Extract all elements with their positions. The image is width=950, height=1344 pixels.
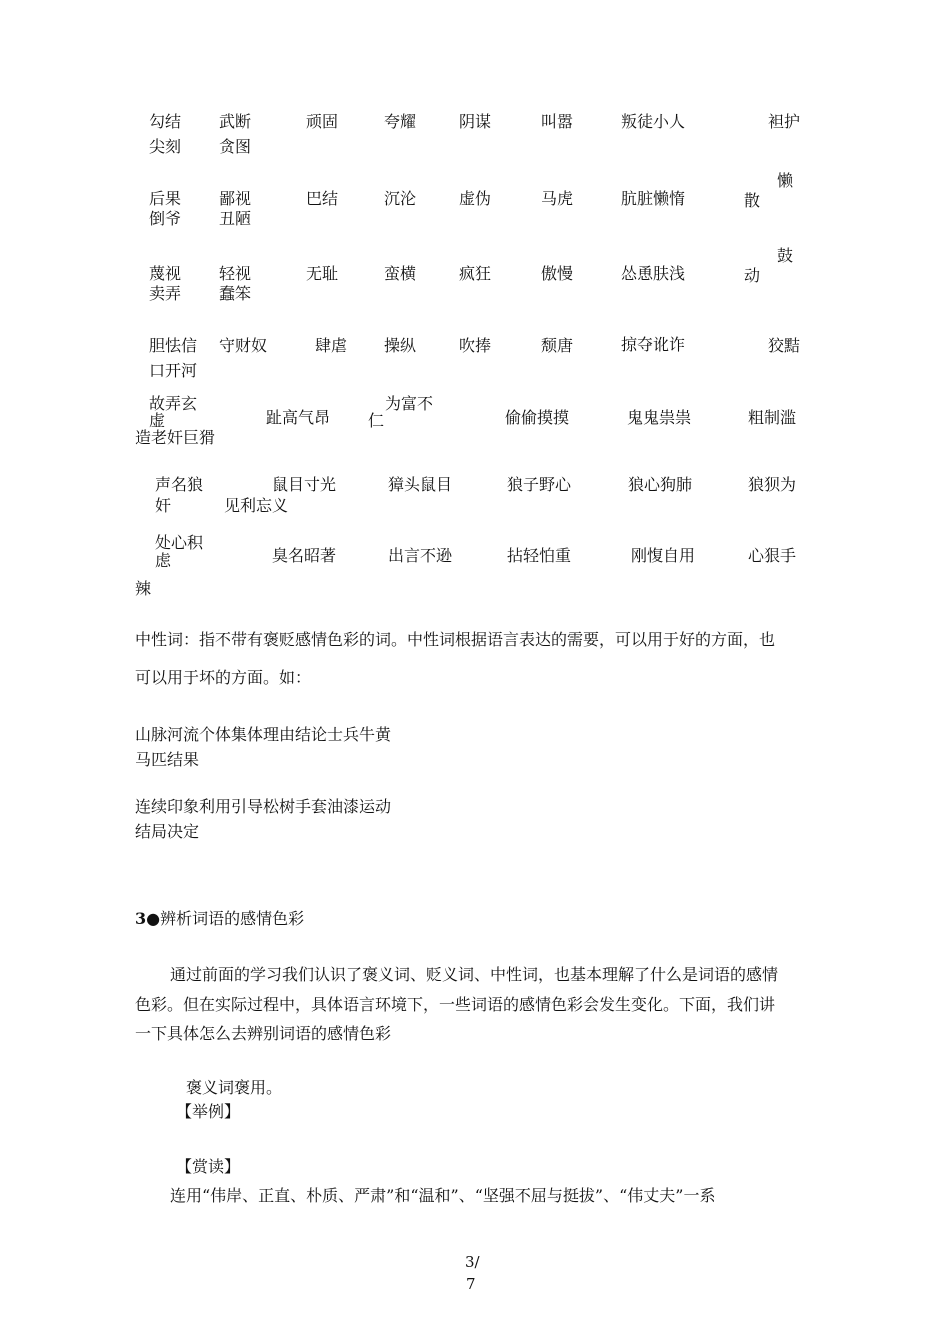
- word: 沉沦: [384, 189, 417, 208]
- subheading: 褒义词褒用。: [186, 1078, 283, 1097]
- word: 吹捧: [459, 336, 492, 355]
- definition-line: 中性词：指不带有褒贬感情色彩的词。中性词根据语言表达的需要，可以用于好的方面，也: [135, 630, 776, 649]
- word: 倒爷: [149, 209, 182, 228]
- word: 怂恿肤浅: [621, 264, 686, 283]
- word: 刚愎自用: [631, 546, 696, 565]
- word: 见利忘义: [224, 496, 289, 515]
- word: 蔑视: [149, 264, 182, 283]
- word: 虚伪: [459, 189, 492, 208]
- word: 鄙视: [219, 189, 252, 208]
- word: 后果: [149, 189, 182, 208]
- word: 蛮横: [384, 264, 417, 283]
- word: 胆怯信: [149, 336, 198, 355]
- word: 獐头鼠目: [388, 475, 453, 494]
- example-label: 【举例】: [176, 1102, 241, 1121]
- paragraph-line: 色彩。但在实际过程中，具体语言环境下，一些词语的感情色彩会发生变化。下面，我们讲: [135, 995, 776, 1014]
- word: 颓唐: [541, 336, 574, 355]
- word: 尖刻: [149, 137, 182, 156]
- word: 拈轻怕重: [507, 546, 572, 565]
- word: 武断: [219, 112, 252, 131]
- word: 马虎: [541, 189, 574, 208]
- word: 口开河: [149, 361, 198, 380]
- word: 叛徒小人: [621, 112, 686, 131]
- word: 傲慢: [541, 264, 574, 283]
- word: 狼子野心: [507, 475, 572, 494]
- word: 辣: [135, 579, 152, 598]
- word: 夸耀: [384, 112, 417, 131]
- word: 贪图: [219, 137, 252, 156]
- definition-line: 可以用于坏的方面。如：: [135, 668, 312, 687]
- word: 偷偷摸摸: [505, 408, 570, 427]
- page-number-bottom: 7: [466, 1275, 476, 1293]
- word: 肆虐: [315, 336, 348, 355]
- word-list-line: 连续印象利用引导松树手套油漆运动: [135, 797, 392, 816]
- word: 掠夺讹诈: [621, 335, 686, 354]
- word: 虚: [149, 411, 166, 430]
- word: 为富不: [385, 394, 434, 413]
- word: 狼狈为: [748, 475, 797, 494]
- word: 造老奸巨猾: [135, 428, 216, 447]
- word: 巴结: [306, 189, 339, 208]
- word: 故弄玄: [149, 394, 198, 413]
- word: 疯狂: [459, 264, 492, 283]
- word: 懒: [777, 171, 794, 190]
- word-list-line: 马匹结果: [135, 750, 200, 769]
- word: 粗制滥: [748, 408, 797, 427]
- paragraph-line: 通过前面的学习我们认识了褒义词、贬义词、中性词，也基本理解了什么是词语的感情: [170, 965, 779, 984]
- word: 散: [744, 191, 761, 210]
- word: 动: [744, 266, 761, 285]
- word: 袒护: [768, 112, 801, 131]
- section-heading: [135, 911, 304, 927]
- word: 守财奴: [219, 336, 268, 355]
- word: 奸: [155, 496, 172, 515]
- word: 无耻: [306, 264, 339, 283]
- word: 狼心狗肺: [628, 475, 693, 494]
- page-number-top: 3/: [465, 1253, 480, 1271]
- appreciation-text: 连用“伟岸、正直、朴质、严肃”和“温和”、“坚强不屈与挺拔”、“伟丈夫”一系: [170, 1186, 716, 1205]
- paragraph-line: 一下具体怎么去辨别词语的感情色彩: [135, 1024, 392, 1043]
- appreciation-label: 【赏读】: [176, 1157, 241, 1176]
- word: 虑: [155, 551, 172, 570]
- word: 顽固: [306, 112, 339, 131]
- word: 阴谋: [459, 112, 492, 131]
- word: 出言不逊: [388, 546, 453, 565]
- word-list-line: 结局决定: [135, 822, 200, 841]
- word: 臭名昭著: [272, 546, 337, 565]
- word: 操纵: [384, 336, 417, 355]
- section-title: 辨析词语的感情色彩: [160, 909, 305, 928]
- word: 丑陋: [219, 209, 252, 228]
- word-list-line: 山脉河流个体集体理由结论士兵牛黄: [135, 725, 392, 744]
- word: 蠢笨: [219, 284, 252, 303]
- word: 声名狼: [155, 475, 204, 494]
- word: 趾高气昂: [266, 408, 331, 427]
- word: 卖弄: [149, 284, 182, 303]
- section-number: 3●: [135, 909, 161, 928]
- word: 轻视: [219, 264, 252, 283]
- word: 勾结: [149, 112, 182, 131]
- word: 鼓: [777, 246, 794, 265]
- word: 狡黠: [768, 336, 801, 355]
- word: 叫嚣: [541, 112, 574, 131]
- word: 鬼鬼祟祟: [627, 408, 692, 427]
- word: 肮脏懒惰: [621, 189, 686, 208]
- word: 处心积: [155, 533, 204, 552]
- word: 心狠手: [748, 546, 797, 565]
- word: 鼠目寸光: [272, 475, 337, 494]
- word: 仁: [368, 411, 385, 430]
